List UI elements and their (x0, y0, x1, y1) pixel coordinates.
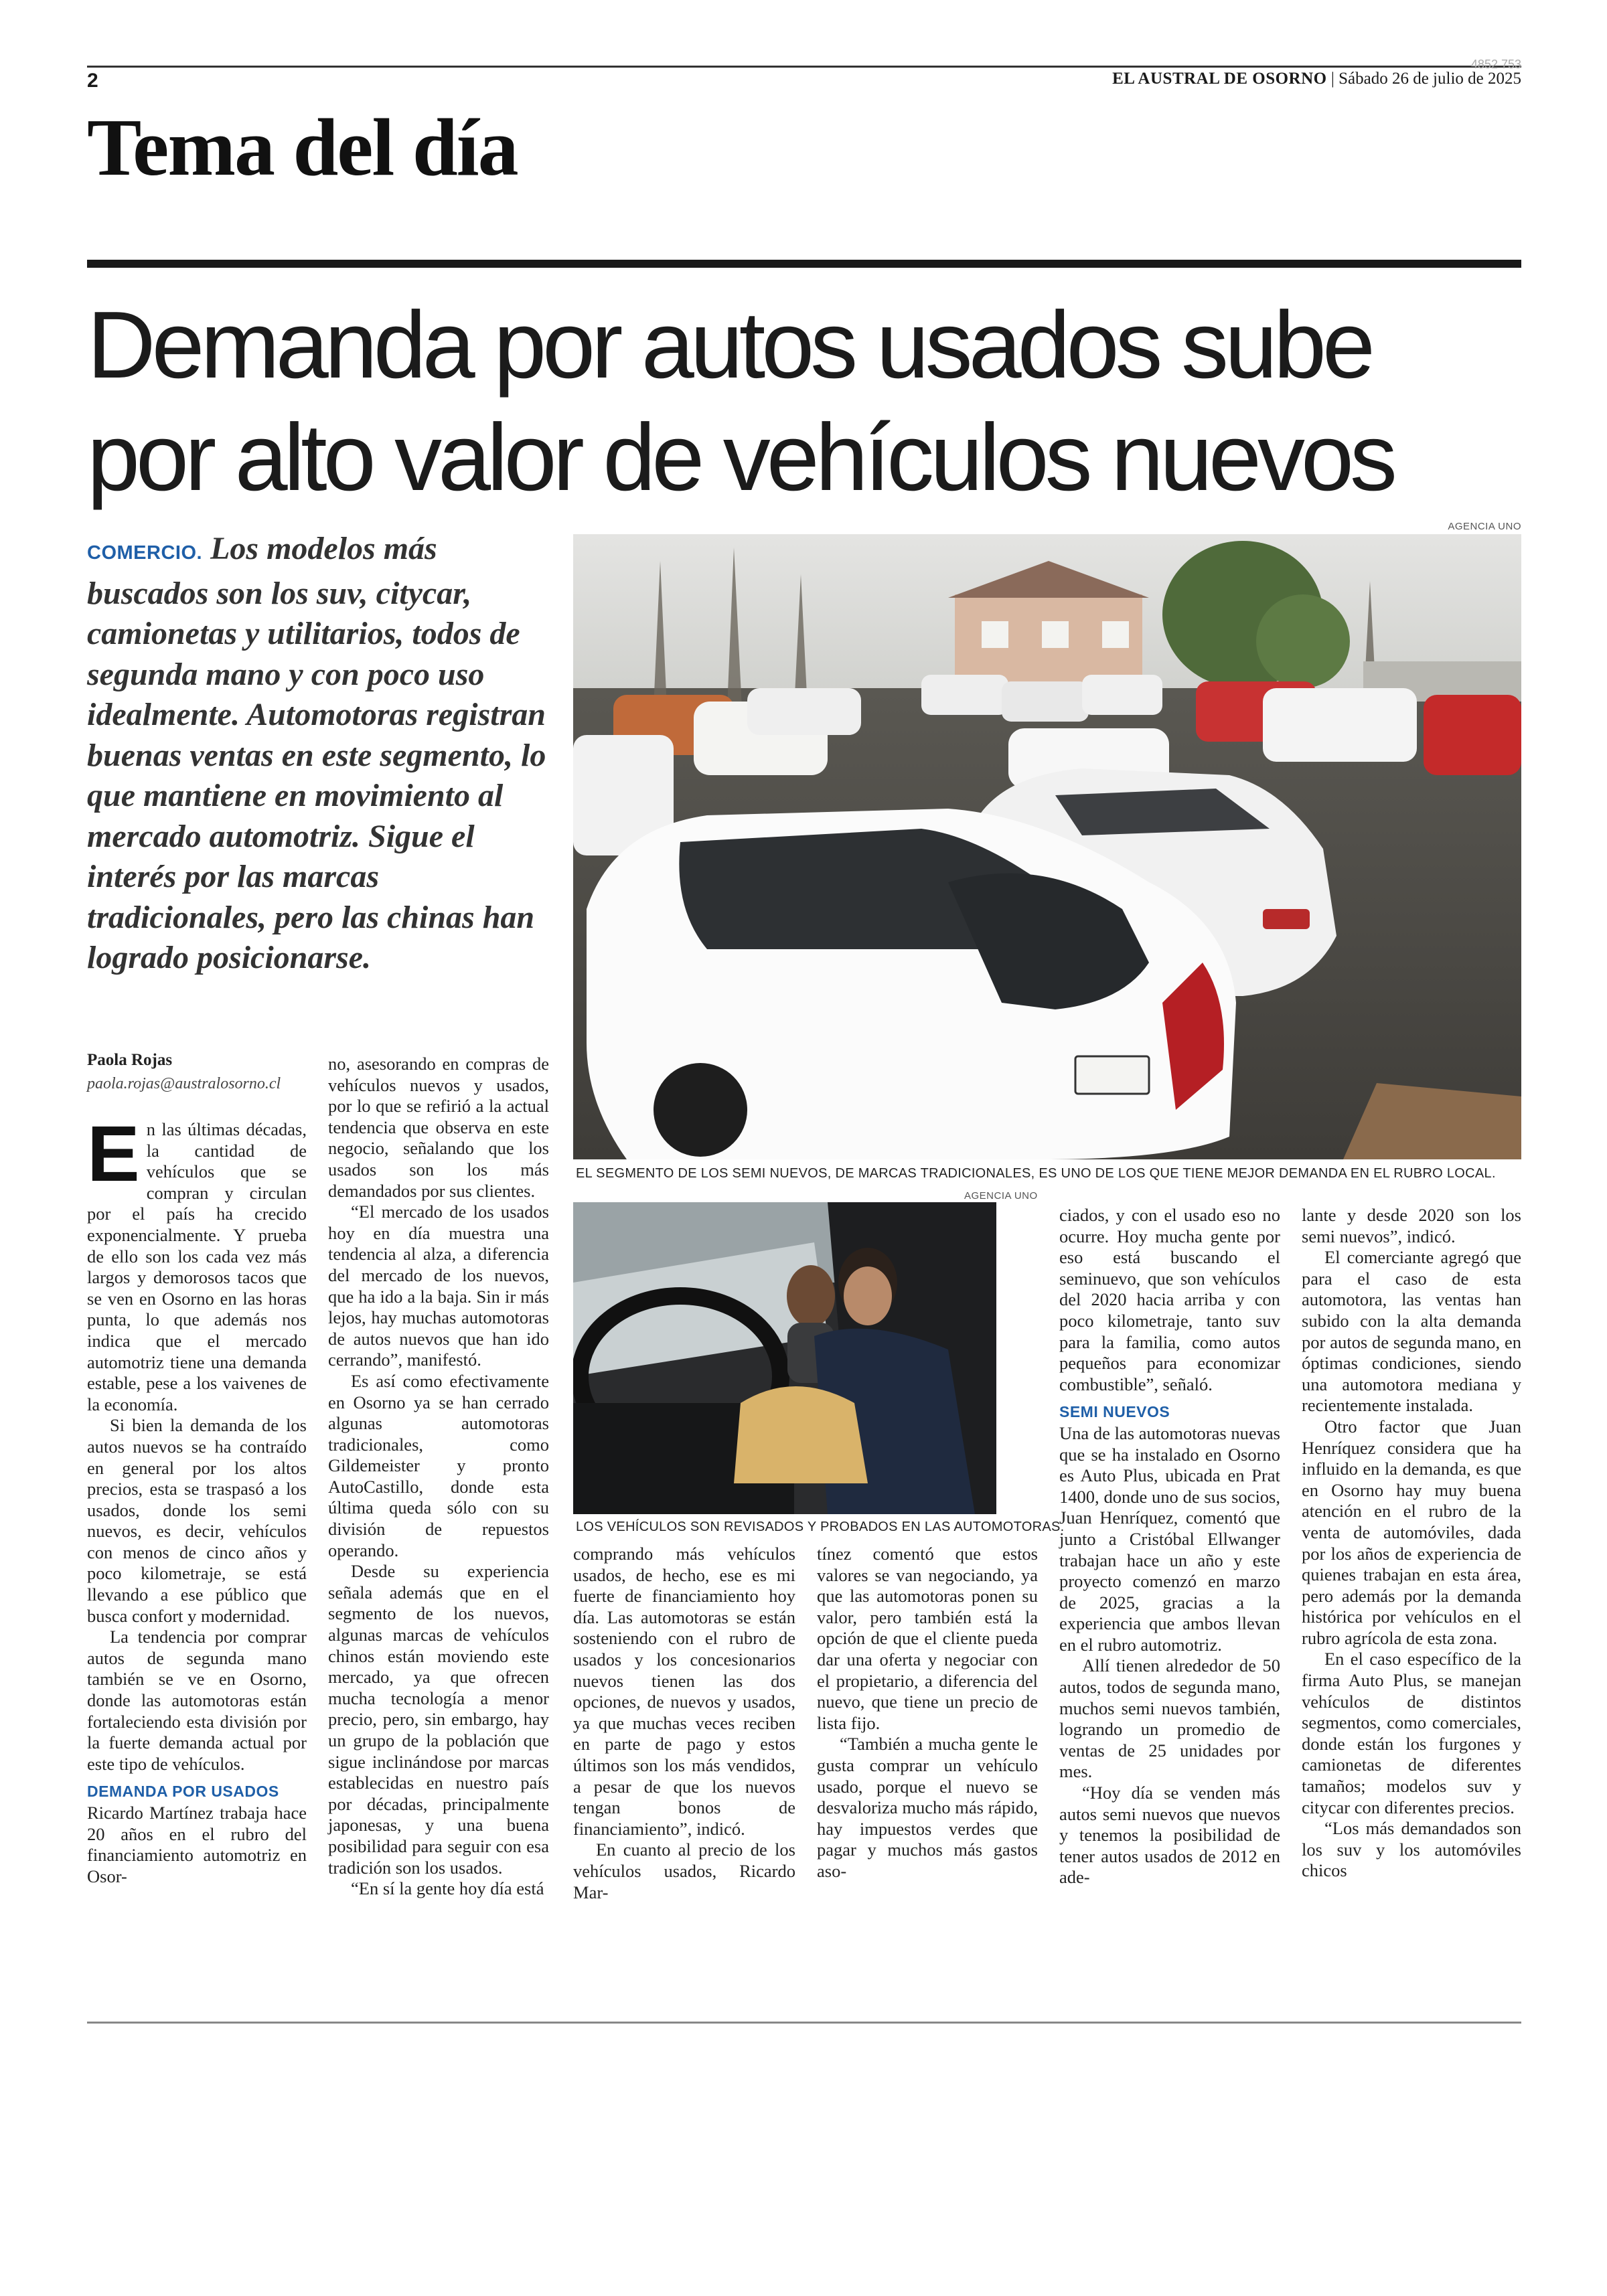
publication-date: | Sábado 26 de julio de 2025 (1330, 70, 1521, 88)
subhead-semi-nuevos: SEMI NUEVOS (1059, 1403, 1170, 1421)
paragraph: Una de las automotoras nuevas que se ha instalado en Osorno es Auto Plus, ubicada en Prat 1400, donde uno de sus socios, Juan Henríquez, comentó que junto a Cristóbal Ellwanger trabajan hace un año y este proyecto comenzó en marzo de 2025, gracias a la experiencia que ambos llevan en el rubro automotriz. (1059, 1422, 1280, 1655)
publication-name: EL AUSTRAL DE OSORNO (1112, 70, 1327, 88)
page-number: 2 (87, 70, 98, 92)
paragraph: no, asesorando en compras de vehículos nuevos y usados, por lo que se refirió a la actual tendencia que observa en este negocio, señalando que los usados son los más demandados por sus clientes. (328, 1054, 549, 1201)
paragraph: ciados, y con el usado eso no ocurre. Hoy mucha gente por eso está buscando el seminuevo, que son vehículos del 2020 hacia arriba y con poco kilometraje, tanto suv para la familia, como autos pequeños para economizar combustible”, señaló. (1059, 1205, 1280, 1394)
photo-caption-1: EL SEGMENTO DE LOS SEMI NUEVOS, DE MARCAS TRADICIONALES, ES UNO DE LOS QUE TIENE MEJOR DEMANDA EN EL RUBRO LOCAL. (576, 1166, 1496, 1181)
section-title: Tema del día (87, 102, 518, 193)
subhead-demanda: DEMANDA POR USADOS (87, 1783, 279, 1801)
headline-line-2: por alto valor de vehículos nuevos (87, 404, 1393, 511)
lead-paragraph (87, 1110, 307, 1415)
deck-text: Los modelos más buscados son los suv, citycar, camionetas y utilitarios, todos de segunda mano y con poco uso idealmente. Automotoras registran buenas ventas en este segmento, lo que mantiene en movimiento al mercado automotriz. Sigue el interés por las marcas tradicionales, pero las chinas han logrado posicionarse. (87, 531, 546, 975)
paragraph: Allí tienen alrededor de 50 autos, todos de segunda mano, muchos semi nuevos también, logrando un promedio de ventas de 25 unidades por mes. (1059, 1655, 1280, 1782)
car-lot-illustration (573, 534, 1521, 1159)
lead-text: n las últimas décadas, la cantidad de vehículos que se compran y circulan por el país ha crecido exponencialmente. Y prueba de ello son los cada vez más largos y demorosos tacos que se ven en Osorno en las horas punta, lo que además nos indica que el mercado automotriz tiene una demanda estable, pese a los vaivenes de la economía. (87, 1119, 307, 1414)
body-column-3 (573, 1544, 795, 1903)
car-interior-illustration (573, 1202, 996, 1514)
paragraph: comprando más vehículos usados, de hecho, ese es mi fuerte de financiamiento hoy día. Las automotoras se están sosteniendo con el rubro de usados y los concesionarios nuevos tienen las dos opciones, de nuevos y usados, ya que muchas veces reciben en parte de pago y estos últimos son los más vendidos, a pesar de que los nuevos tengan bonos de financiamiento”, indicó. (573, 1544, 795, 1839)
masthead (1112, 70, 1521, 88)
body-column-6 (1302, 1205, 1521, 1882)
photo-caption-2: LOS VEHÍCULOS SON REVISADOS Y PROBADOS EN LAS AUTOMOTORAS. (576, 1520, 1065, 1534)
paragraph: Desde su experiencia señala además que en el segmento de los nuevos, algunas marcas de vehículos chinos están moviendo este mercado, ya que ofrecen mucha tecnología a menor precio, pero, sin embargo, hay un grupo de la población que sigue inclinándose por marcas establecidas en nuestro país por décadas, principalmente japonesas, y una buena posibilidad para seguir con esa tradición son los usados. (328, 1561, 549, 1878)
paragraph: “El mercado de los usados hoy en día muestra una tendencia al alza, a diferencia del mercado de los nuevos, que ha ido a la baja. Sin ir más lejos, hay muchas automotoras de autos nuevos que han ido cerrando”, manifestó. (328, 1202, 549, 1370)
photo-car-interior (573, 1202, 996, 1514)
body-column-1 (87, 1110, 307, 1887)
bottom-rule (87, 2022, 1521, 2024)
archive-stamp: 4852 753 (1470, 58, 1521, 71)
paragraph: En cuanto al precio de los vehículos usados, Ricardo Mar- (573, 1839, 795, 1902)
photo-credit-2: AGENCIA UNO (964, 1190, 1038, 1202)
paragraph: Ricardo Martínez trabaja hace 20 años en el rubro del financiamiento automotriz en Osor- (87, 1803, 307, 1886)
body-column-2 (328, 1054, 549, 1900)
section-rule (87, 260, 1521, 268)
paragraph: En el caso específico de la firma Auto Plus, se manejan vehículos de distintos segmentos, como comerciales, donde están los furgones y camionetas de diferentes tamaños; modelos suv y citycar con diferentes precios. (1302, 1649, 1521, 1817)
byline-author: Paola Rojas (87, 1051, 173, 1069)
paragraph: “En sí la gente hoy día está (351, 1878, 544, 1899)
paragraph: tínez comentó que estos valores se van negociando, ya que las automotoras ponen su valor, pero también está la opción de que el cliente pueda dar una oferta y negociar con el propietario, a diferencia del nuevo, que tiene un precio de lista fijo. (817, 1544, 1038, 1733)
body-column-4 (817, 1544, 1038, 1882)
paragraph: “Hoy día se venden más autos semi nuevos que nuevos y tenemos la posibilidad de tener autos usados de 2012 en ade- (1059, 1783, 1280, 1888)
body-column-5 (1059, 1205, 1280, 1888)
paragraph: El comerciante agregó que para el caso de esta automotora, las ventas han subido con la alta demanda por autos de segunda mano, en óptimas condiciones, siendo una automotora mediana y recientemente instalada. (1302, 1247, 1521, 1416)
headline (87, 289, 1527, 514)
paragraph: La tendencia por comprar autos de segunda mano también se ve en Osorno, donde las automotoras están fortaleciendo esta división por la fuerte demanda actual por este tipo de vehículos. (87, 1627, 307, 1774)
drop-cap: E (87, 1110, 140, 1198)
paragraph: Otro factor que Juan Henríquez considera que ha influido en la demanda, es que en Osorno hay muy buena atención en el rubro de la venta de automóviles, dada por los años de experiencia de quienes trabajan en esta área, pero además por la demanda histórica por vehículos en el rubro agrícola de esta zona. (1302, 1416, 1521, 1648)
photo-used-car-lot (573, 534, 1521, 1159)
paragraph: Si bien la demanda de los autos nuevos se ha contraído en general por los altos precios, esta se traspasó a los usados, donde los semi nuevos, es decir, vehículos con menos de cinco años y poco kilometraje, se está llevando a ese público que busca confort y modernidad. (87, 1415, 307, 1626)
photo-credit-1: AGENCIA UNO (1448, 521, 1521, 532)
top-rule (87, 66, 1521, 68)
deck-kicker: COMERCIO. (87, 542, 203, 564)
paragraph: lante y desde 2020 son los semi nuevos”, indicó. (1302, 1205, 1521, 1246)
paragraph: “También a mucha gente le gusta comprar un vehículo usado, porque el nuevo se desvaloriza mucho más rápido, hay impuestos verdes que pagar y muchos más gastos aso- (817, 1734, 1038, 1881)
paragraph: Es así como efectivamente en Osorno ya se han cerrado algunas automotoras tradicionales, como Gildemeister y pronto AutoCastillo, donde esta última queda sólo con su división de repuestos operando. (328, 1370, 549, 1560)
paragraph: “Los más demandados son los suv y los automóviles chicos (1302, 1818, 1521, 1881)
byline-email: paola.rojas@australosorno.cl (87, 1075, 281, 1092)
deck (87, 529, 549, 979)
headline-line-1: Demanda por autos usados sube (87, 292, 1371, 398)
